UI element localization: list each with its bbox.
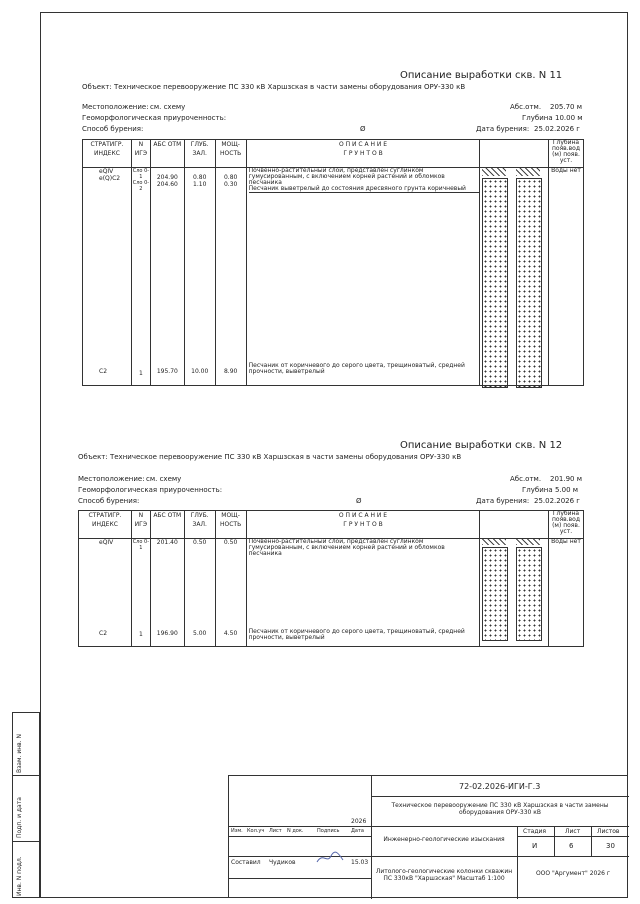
log1-r0-index: eQIV bbox=[99, 168, 114, 175]
log2-sand-pattern-2 bbox=[516, 547, 542, 641]
log1-object: Объект: Техническое перевооружение ПС 330 кВ Харшзская в части замены оборудования ОРУ-330 кВ bbox=[82, 83, 466, 91]
log1-r2-index: C2 bbox=[99, 368, 108, 375]
stamp-project: Техническое перевооружение ПС 330 кВ Харшзская в части замены оборудования ОРУ-330 кВ bbox=[391, 802, 609, 816]
log1-thick-cell bbox=[215, 168, 246, 386]
log1-soil-pattern-2 bbox=[516, 168, 540, 176]
log1-r1-ige: Сло 0-2 bbox=[132, 180, 150, 192]
log1-r0-thick: 0.80 bbox=[223, 174, 238, 181]
stamp-col-izm: Изм. bbox=[231, 828, 243, 834]
stamp-code: 72-02.2026-ИГИ-Г.3 bbox=[459, 782, 541, 791]
log2-ige-cell bbox=[131, 539, 150, 647]
log1-date-value: 25.02.2026 г bbox=[534, 125, 580, 133]
log2-r0-index: eQIV bbox=[99, 539, 114, 546]
log1-lithology-column bbox=[480, 168, 549, 386]
log1-r1-abs: 204.60 bbox=[156, 181, 178, 188]
log1-water: Воды нет bbox=[551, 167, 581, 174]
log2-depth-label: Глубина bbox=[522, 486, 553, 494]
log1-r2-desc: Песчаник от коричневого до серого цвета, трещиноватый, средней прочности, выветрелый bbox=[248, 362, 465, 375]
log1-r0-ige: Сло 0-1 bbox=[132, 168, 150, 180]
hdr2-water: Глубина появ.вод (м) появ. уст. bbox=[548, 511, 583, 539]
title-block bbox=[228, 775, 628, 898]
log1-r0-depth: 0.80 bbox=[193, 174, 207, 181]
hdr2-depth: ГЛУБ. ЗАЛ. bbox=[184, 511, 215, 539]
log2-desc-cell bbox=[246, 539, 480, 647]
hdr-strat: СТРАТИГР. ИНДЕКС bbox=[83, 140, 132, 168]
log1-sand-pattern-2 bbox=[516, 178, 542, 388]
log1-r1-thick: 0.30 bbox=[223, 181, 238, 188]
stamp-col-date: Дата bbox=[351, 828, 364, 834]
signature-image bbox=[315, 850, 345, 866]
hdr-water: Глубина появ.вод (м) появ. уст. bbox=[548, 140, 583, 168]
stamp-stage: И bbox=[532, 842, 538, 850]
log2-date-value: 25.02.2026 г bbox=[534, 497, 580, 505]
side-inv-sub: Взам. инв. N bbox=[16, 734, 23, 773]
hdr-depth: ГЛУБ. ЗАЛ. bbox=[184, 140, 215, 168]
log2-r1-thick: 4.50 bbox=[223, 630, 238, 637]
log1-date-label: Дата бурения: bbox=[476, 125, 530, 133]
log2-date-label: Дата бурения: bbox=[476, 497, 530, 505]
log2-depth-cell bbox=[184, 539, 215, 647]
log1-ige-cell bbox=[131, 168, 150, 386]
log2-location-value: см. схему bbox=[146, 475, 182, 483]
hdr-desc bbox=[246, 140, 480, 168]
log2-title: Описание выработки скв. N 12 bbox=[400, 440, 563, 451]
log1-desc-cell bbox=[246, 168, 480, 386]
log1-title: Описание выработки скв. N 11 bbox=[400, 70, 563, 81]
log2-water-cell bbox=[548, 539, 583, 647]
log1-method-value: Ø bbox=[360, 125, 366, 133]
side-sign-date: Подп. и дата bbox=[16, 797, 23, 838]
log1-method-label: Способ бурения: bbox=[82, 125, 144, 133]
hdr-ige: N ИГЭ bbox=[131, 140, 150, 168]
stamp-sheet: 6 bbox=[569, 842, 574, 850]
stamp-year: 2026 bbox=[351, 818, 367, 825]
log2-water: Воды нет bbox=[551, 538, 581, 545]
log2-r1-depth: 5.00 bbox=[193, 630, 207, 637]
log1-abs-label: Абс.отм. bbox=[510, 103, 542, 111]
log2-soil-pattern-2 bbox=[516, 539, 540, 545]
stamp-section: Инженерно-геологические изыскания bbox=[383, 836, 505, 843]
log1-r1-depth: 1.10 bbox=[193, 181, 207, 188]
hdr-abs: АБС ОТМ bbox=[150, 140, 184, 168]
log2-r0-ige: Сло 0-1 bbox=[132, 539, 150, 551]
stamp-sheets-label: Листов bbox=[597, 828, 620, 835]
hdr2-ige: N ИГЭ bbox=[131, 511, 150, 539]
hdr-desc-line2: Г Р У Н Т О В bbox=[343, 150, 383, 157]
log2-abs-cell bbox=[150, 539, 184, 647]
log2-method-label: Способ бурения: bbox=[78, 497, 140, 505]
stamp-org: ООО "Аргумент" 2026 г bbox=[535, 870, 611, 877]
log1-strat-cell bbox=[83, 168, 132, 386]
log2-thick-cell bbox=[215, 539, 246, 647]
log2-r1-desc: Песчаник от коричневого до серого цвета, трещиноватый, средней прочности, выветрелый bbox=[248, 628, 465, 641]
stamp-col-koluch: Кол.уч bbox=[247, 828, 265, 834]
log1-r2-thick: 8.90 bbox=[223, 368, 238, 375]
log2-geomorph-label: Геоморфологическая приуроченность: bbox=[78, 486, 223, 494]
log2-r1-index: C2 bbox=[99, 630, 108, 637]
hdr2-column-graphic bbox=[480, 511, 549, 539]
stamp-author: Чудиков bbox=[269, 859, 296, 866]
log2-r1-ige: 1 bbox=[138, 631, 143, 638]
stamp-date: 15.03 bbox=[351, 859, 369, 866]
side-stamp bbox=[12, 712, 40, 898]
stamp-col-ndok: N док. bbox=[287, 828, 304, 834]
log1-depth-cell bbox=[184, 168, 215, 386]
log1-location-value: см. схему bbox=[150, 103, 186, 111]
hdr2-desc bbox=[246, 511, 480, 539]
log2-strat-cell bbox=[79, 539, 132, 647]
log1-geomorph-label: Геоморфологическая приуроченность: bbox=[82, 114, 227, 122]
log2-r0-thick: 0.50 bbox=[223, 539, 238, 546]
hdr2-desc-line2: Г Р У Н Т О В bbox=[343, 521, 383, 528]
log2-lithology-column bbox=[480, 539, 549, 647]
stamp-col-list: Лист bbox=[269, 828, 282, 834]
log1-water-cell bbox=[548, 168, 583, 386]
stamp-drawing: Литолого-геологические колонки скважин ПС 330кВ "Харшзская" Масштаб 1:100 bbox=[375, 868, 513, 882]
stamp-sheet-label: Лист bbox=[565, 828, 581, 835]
log1-location-label: Местоположение: bbox=[82, 103, 149, 111]
hdr-column-graphic bbox=[480, 140, 549, 168]
log1-table bbox=[82, 139, 584, 386]
log2-abs-value: 201.90 м bbox=[550, 475, 582, 483]
hdr2-abs: АБС ОТМ bbox=[150, 511, 184, 539]
hdr2-desc-line1: О П И С А Н И Е bbox=[338, 512, 388, 519]
log1-r0-abs: 204.90 bbox=[156, 174, 178, 181]
log1-depth-value: 10.00 м bbox=[555, 114, 583, 122]
log2-abs-label: Абс.отм. bbox=[510, 475, 542, 483]
log2-r0-abs: 201.40 bbox=[156, 539, 178, 546]
log1-depth-label: Глубина bbox=[522, 114, 553, 122]
log2-soil-pattern bbox=[482, 539, 506, 545]
stamp-stage-label: Стадия bbox=[523, 828, 547, 835]
log2-r0-desc: Почвенно-растительный слой, представлен суглинком гумусированным, с включением корней растений и обломков песчаника bbox=[248, 538, 445, 557]
log1-r2-abs: 195.70 bbox=[156, 368, 178, 375]
log1-r0-desc: Почвенно-растительный слой, представлен суглинком гумусированным, с включением корней растений и обломков песчаника bbox=[248, 167, 445, 186]
hdr2-strat: СТРАТИГР. ИНДЕКС bbox=[79, 511, 132, 539]
stamp-role: Составил bbox=[231, 859, 261, 866]
log2-depth-value: 5.00 м bbox=[555, 486, 579, 494]
stamp-col-sign: Подпись bbox=[317, 828, 340, 834]
log1-soil-pattern bbox=[482, 168, 506, 176]
log1-r2-ige: 1 bbox=[138, 370, 143, 377]
log2-r1-abs: 196.90 bbox=[156, 630, 178, 637]
log1-abs-value: 205.70 м bbox=[550, 103, 582, 111]
log2-method-value: Ø bbox=[356, 497, 362, 505]
log2-table bbox=[78, 510, 584, 647]
log2-location-label: Местоположение: bbox=[78, 475, 145, 483]
log1-sand-pattern bbox=[482, 178, 508, 388]
log1-r1-desc: Песчаник выветрелый до состояния дресвяного грунта коричневый bbox=[249, 186, 480, 193]
log1-r2-depth: 10.00 bbox=[191, 368, 209, 375]
log2-object: Объект: Техническое перевооружение ПС 330 кВ Харшзская в части замены оборудования ОРУ-330 кВ bbox=[78, 453, 462, 461]
hdr2-thick: МОЩ- НОСТЬ bbox=[215, 511, 246, 539]
log1-abs-cell bbox=[150, 168, 184, 386]
log1-r1-index: e(Q)C2 bbox=[99, 175, 121, 182]
hdr-thick: МОЩ- НОСТЬ bbox=[215, 140, 246, 168]
log2-sand-pattern bbox=[482, 547, 508, 641]
hdr-desc-line1: О П И С А Н И Е bbox=[338, 141, 388, 148]
log2-r0-depth: 0.50 bbox=[193, 539, 207, 546]
stamp-sheets: 30 bbox=[606, 842, 615, 850]
side-inv-orig: Инв. N подл. bbox=[16, 856, 23, 896]
